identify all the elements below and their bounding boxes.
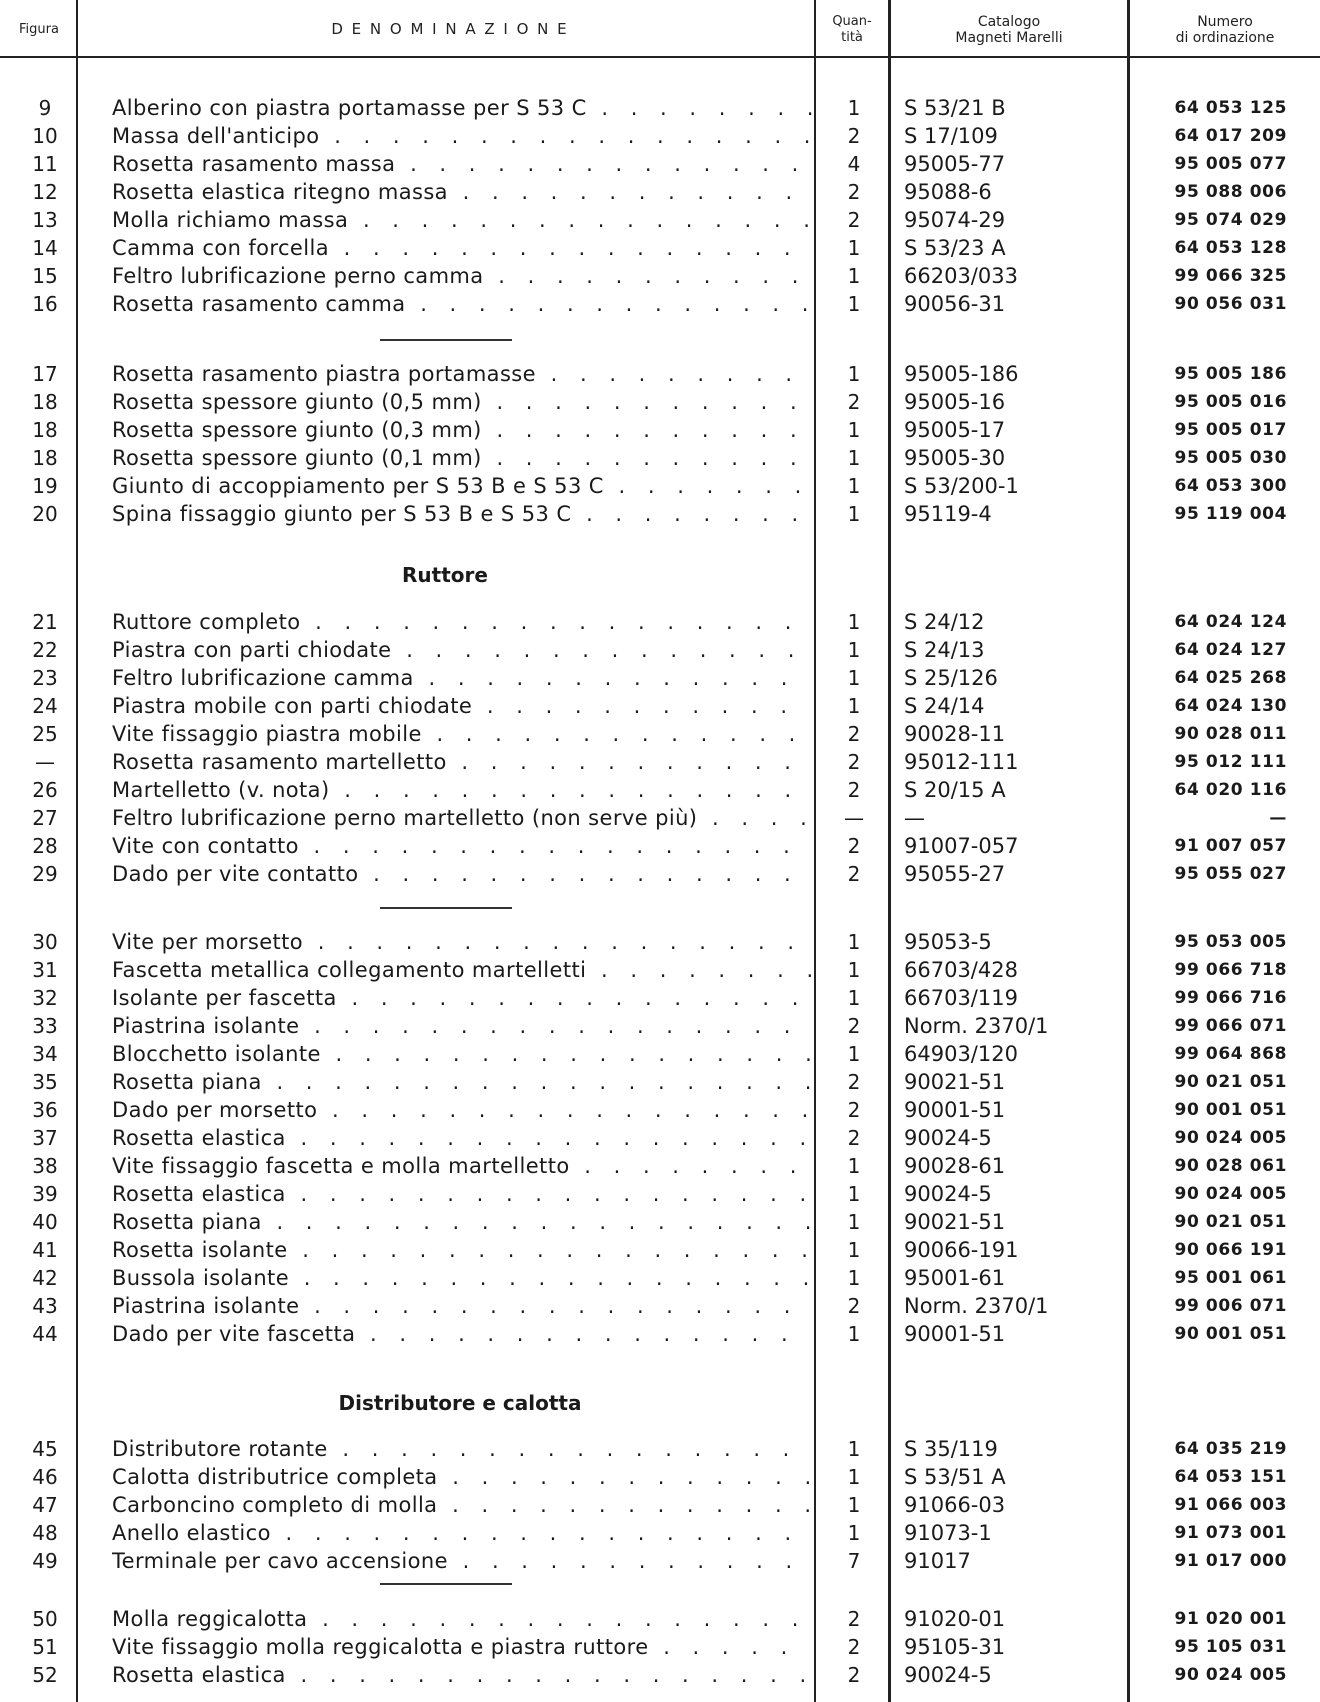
figure-number: 35 [32, 1070, 58, 1094]
order-number: 95 119 004 [1174, 504, 1287, 524]
figure-number: 49 [32, 1549, 58, 1573]
part-description: Rosetta elastica . . . [112, 1180, 812, 1208]
quantity: 1 [847, 1238, 861, 1262]
quantity: 1 [847, 502, 861, 526]
table-row [0, 1124, 1320, 1152]
figure-number: 14 [32, 236, 58, 260]
quantity: 2 [847, 124, 861, 148]
quantity: 1 [847, 1182, 861, 1206]
figure-number: 43 [32, 1294, 58, 1318]
figure-number: 25 [32, 722, 58, 746]
figure-number: 46 [32, 1465, 58, 1489]
catalog-code: S 25/126 [904, 666, 998, 690]
header-quantita-line1: Quan- [832, 14, 872, 29]
catalog-code: 90021-51 [904, 1210, 1006, 1234]
section-title: Ruttore [402, 563, 488, 587]
figure-number: 37 [32, 1126, 58, 1150]
part-description: Bussola isolante . . . [112, 1264, 812, 1292]
catalog-code: S 35/119 [904, 1437, 998, 1461]
order-number: 95 005 017 [1174, 420, 1287, 440]
order-number: 91 007 057 [1174, 836, 1287, 856]
order-number: 90 028 061 [1174, 1156, 1287, 1176]
order-number: 90 021 051 [1174, 1072, 1287, 1092]
part-description: Vite fissaggio molla reggicalotta e piastra ruttore . . . [112, 1633, 812, 1661]
figure-number: — [35, 750, 55, 774]
order-number: 64 024 127 [1174, 640, 1287, 660]
figure-number: 26 [32, 778, 58, 802]
catalog-code: 95105-31 [904, 1635, 1006, 1659]
catalog-code: 95053-5 [904, 930, 992, 954]
quantity: 1 [847, 96, 861, 120]
part-description: Anello elastico . . . [112, 1519, 812, 1547]
order-number: 95 005 077 [1174, 154, 1287, 174]
part-description: Rosetta rasamento camma . . . [112, 290, 812, 318]
quantity: 1 [847, 610, 861, 634]
quantity: 1 [847, 958, 861, 982]
figure-number: 21 [32, 610, 58, 634]
order-number: 95 005 030 [1174, 448, 1287, 468]
part-description: Carboncino completo di molla . . . [112, 1491, 812, 1519]
part-description: Rosetta rasamento massa . . . [112, 150, 812, 178]
part-description: Vite fissaggio piastra mobile . . . [112, 720, 812, 748]
figure-number: 20 [32, 502, 58, 526]
figure-number: 48 [32, 1521, 58, 1545]
quantity: 7 [847, 1549, 861, 1573]
catalog-code: S 24/14 [904, 694, 985, 718]
part-description: Piastra con parti chiodate . . . [112, 636, 812, 664]
catalog-code: 95001-61 [904, 1266, 1006, 1290]
part-description: Ruttore completo . . . [112, 608, 812, 636]
quantity: 2 [847, 1663, 861, 1687]
catalog-code: S 24/13 [904, 638, 985, 662]
catalog-code: 91020-01 [904, 1607, 1006, 1631]
quantity: 2 [847, 834, 861, 858]
table-row [0, 1633, 1320, 1661]
catalog-code: 95119-4 [904, 502, 992, 526]
part-description: Rosetta elastica ritegno massa . . . [112, 178, 812, 206]
quantity: 1 [847, 638, 861, 662]
part-description: Piastra mobile con parti chiodate . . . [112, 692, 812, 720]
figure-number: 11 [32, 152, 58, 176]
catalog-code: S 53/23 A [904, 236, 1006, 260]
order-number: 64 053 151 [1174, 1467, 1287, 1487]
order-number: 90 001 051 [1174, 1100, 1287, 1120]
table-row [0, 122, 1320, 150]
figure-number: 28 [32, 834, 58, 858]
figure-number: 50 [32, 1607, 58, 1631]
catalog-code: 90066-191 [904, 1238, 1019, 1262]
figure-number: 30 [32, 930, 58, 954]
table-row [0, 748, 1320, 776]
order-number: 99 066 718 [1174, 960, 1287, 980]
table-row [0, 608, 1320, 636]
quantity: 2 [847, 750, 861, 774]
catalog-code: 90056-31 [904, 292, 1006, 316]
table-row [0, 1040, 1320, 1068]
quantity: 2 [847, 1070, 861, 1094]
part-description: Piastrina isolante . . . [112, 1292, 812, 1320]
quantity: 2 [847, 1635, 861, 1659]
order-number: 99 066 325 [1174, 266, 1287, 286]
part-description: Dado per vite fascetta . . . [112, 1320, 812, 1348]
quantity: — [844, 806, 864, 830]
quantity: 2 [847, 1014, 861, 1038]
quantity: 1 [847, 264, 861, 288]
order-number: 64 035 219 [1174, 1439, 1287, 1459]
table-row [0, 1519, 1320, 1547]
catalog-code: Norm. 2370/1 [904, 1294, 1049, 1318]
catalog-code: 91007-057 [904, 834, 1019, 858]
table-row [0, 1435, 1320, 1463]
header-numero-line2: di ordinazione [1175, 30, 1275, 46]
catalog-code: 95005-186 [904, 362, 1019, 386]
order-number: 95 001 061 [1174, 1268, 1287, 1288]
table-row [0, 262, 1320, 290]
header-quantita [818, 14, 886, 46]
table-row [0, 1547, 1320, 1575]
catalog-code: 91073-1 [904, 1521, 992, 1545]
order-number: 99 066 716 [1174, 988, 1287, 1008]
catalog-code: S 53/200-1 [904, 474, 1019, 498]
part-description: Rosetta spessore giunto (0,1 mm) . . . [112, 444, 812, 472]
part-description: Molla reggicalotta . . . [112, 1605, 812, 1633]
quantity: 1 [847, 236, 861, 260]
catalog-code: 95074-29 [904, 208, 1006, 232]
figure-number: 13 [32, 208, 58, 232]
order-number: 64 017 209 [1174, 126, 1287, 146]
catalog-code: 95005-77 [904, 152, 1006, 176]
table-row [0, 472, 1320, 500]
figure-number: 40 [32, 1210, 58, 1234]
quantity: 1 [847, 986, 861, 1010]
part-description: Vite per morsetto . . . [112, 928, 812, 956]
figure-number: 32 [32, 986, 58, 1010]
quantity: 1 [847, 1322, 861, 1346]
order-number: 90 024 005 [1174, 1128, 1287, 1148]
quantity: 1 [847, 362, 861, 386]
part-description: Terminale per cavo accensione . . . [112, 1547, 812, 1575]
catalog-code: 90024-5 [904, 1182, 992, 1206]
table-row [0, 1491, 1320, 1519]
part-description: Rosetta piana . . . [112, 1208, 812, 1236]
part-description: Alberino con piastra portamasse per S 53 C . . . [112, 94, 812, 122]
catalog-code: 95055-27 [904, 862, 1006, 886]
table-row [0, 150, 1320, 178]
part-description: Piastrina isolante . . . [112, 1012, 812, 1040]
order-number: 90 056 031 [1174, 294, 1287, 314]
catalog-code: 90024-5 [904, 1126, 992, 1150]
catalog-code: 66703/119 [904, 986, 1018, 1010]
catalog-code: 66203/033 [904, 264, 1018, 288]
part-description: Giunto di accoppiamento per S 53 B e S 53 C . . . [112, 472, 812, 500]
order-number: 64 024 124 [1174, 612, 1287, 632]
quantity: 4 [847, 152, 861, 176]
figure-number: 33 [32, 1014, 58, 1038]
catalog-code: 90028-11 [904, 722, 1006, 746]
table-row [0, 776, 1320, 804]
quantity: 2 [847, 862, 861, 886]
order-number: 99 064 868 [1174, 1044, 1287, 1064]
table-row [0, 1292, 1320, 1320]
order-number: 91 017 000 [1174, 1551, 1287, 1571]
section-separator [380, 339, 512, 341]
order-number: 95 012 111 [1174, 752, 1287, 772]
quantity: 2 [847, 778, 861, 802]
part-description: Distributore rotante . . . [112, 1435, 812, 1463]
table-row [0, 928, 1320, 956]
figure-number: 12 [32, 180, 58, 204]
table-row [0, 832, 1320, 860]
order-number: 95 005 186 [1174, 364, 1287, 384]
part-description: Calotta distributrice completa . . . [112, 1463, 812, 1491]
catalog-code: 95088-6 [904, 180, 992, 204]
part-description: Camma con forcella . . . [112, 234, 812, 262]
catalog-code: 90024-5 [904, 1663, 992, 1687]
table-row [0, 984, 1320, 1012]
table-row [0, 1463, 1320, 1491]
header-catalogo-line2: Magneti Marelli [955, 30, 1063, 46]
order-number: 90 066 191 [1174, 1240, 1287, 1260]
figure-number: 47 [32, 1493, 58, 1517]
figure-number: 41 [32, 1238, 58, 1262]
table-row [0, 664, 1320, 692]
quantity: 1 [847, 1154, 861, 1178]
order-number: 90 001 051 [1174, 1324, 1287, 1344]
figure-number: 39 [32, 1182, 58, 1206]
figure-number: 45 [32, 1437, 58, 1461]
order-number: 90 024 005 [1174, 1184, 1287, 1204]
table-row [0, 94, 1320, 122]
figure-number: 17 [32, 362, 58, 386]
figure-number: 10 [32, 124, 58, 148]
order-number: 64 020 116 [1174, 780, 1287, 800]
part-description: Blocchetto isolante . . . [112, 1040, 812, 1068]
figure-number: 31 [32, 958, 58, 982]
catalog-code: 90021-51 [904, 1070, 1006, 1094]
quantity: 1 [847, 1210, 861, 1234]
table-row [0, 1320, 1320, 1348]
figure-number: 18 [32, 446, 58, 470]
table-row [0, 1096, 1320, 1124]
figure-number: 42 [32, 1266, 58, 1290]
order-number: — [1269, 808, 1287, 828]
part-description: Rosetta isolante . . . [112, 1236, 812, 1264]
part-description: Rosetta spessore giunto (0,5 mm) . . . [112, 388, 812, 416]
order-number: 90 024 005 [1174, 1665, 1287, 1685]
catalog-code: 95005-30 [904, 446, 1006, 470]
catalog-code: 95005-16 [904, 390, 1006, 414]
part-description: Vite con contatto . . . [112, 832, 812, 860]
part-description: Rosetta elastica . . . [112, 1661, 812, 1689]
header-catalogo-line1: Catalogo [977, 14, 1041, 30]
catalog-code: 91066-03 [904, 1493, 1006, 1517]
table-row [0, 692, 1320, 720]
catalog-code: 91017 [904, 1549, 971, 1573]
order-number: 99 066 071 [1174, 1016, 1287, 1036]
order-number: 91 020 001 [1174, 1609, 1287, 1629]
figure-number: 38 [32, 1154, 58, 1178]
part-description: Vite fissaggio fascetta e molla martelletto . . . [112, 1152, 812, 1180]
catalog-code: S 24/12 [904, 610, 985, 634]
table-row [0, 1264, 1320, 1292]
order-number: 64 053 300 [1174, 476, 1287, 496]
figure-number: 36 [32, 1098, 58, 1122]
catalog-code: S 20/15 A [904, 778, 1006, 802]
part-description: Dado per morsetto . . . [112, 1096, 812, 1124]
order-number: 95 053 005 [1174, 932, 1287, 952]
quantity: 2 [847, 722, 861, 746]
order-number: 64 025 268 [1174, 668, 1287, 688]
table-row [0, 860, 1320, 888]
header-figura: Figura [19, 22, 59, 37]
figure-number: 16 [32, 292, 58, 316]
part-description: Feltro lubrificazione camma . . . [112, 664, 812, 692]
figure-number: 22 [32, 638, 58, 662]
part-description: Feltro lubrificazione perno martelletto (non serve più) . . . [112, 804, 812, 832]
table-row [0, 1208, 1320, 1236]
quantity: 2 [847, 1126, 861, 1150]
part-description: Isolante per fascetta . . . [112, 984, 812, 1012]
order-number: 91 066 003 [1174, 1495, 1287, 1515]
table-row [0, 416, 1320, 444]
figure-number: 24 [32, 694, 58, 718]
part-description: Molla richiamo massa . . . [112, 206, 812, 234]
catalog-code: 64903/120 [904, 1042, 1018, 1066]
quantity: 1 [847, 292, 861, 316]
table-row [0, 1236, 1320, 1264]
order-number: 90 021 051 [1174, 1212, 1287, 1232]
quantity: 2 [847, 1294, 861, 1318]
quantity: 1 [847, 1521, 861, 1545]
order-number: 91 073 001 [1174, 1523, 1287, 1543]
part-description: Fascetta metallica collegamento martelletti . . . [112, 956, 812, 984]
quantity: 1 [847, 1042, 861, 1066]
header-denominazione: D E N O M I N A Z I O N E [331, 20, 569, 38]
table-row [0, 234, 1320, 262]
figure-number: 29 [32, 862, 58, 886]
order-number: 64 024 130 [1174, 696, 1287, 716]
catalog-code: — [904, 806, 925, 830]
catalog-code: 95012-111 [904, 750, 1019, 774]
quantity: 1 [847, 1493, 861, 1517]
catalog-code: 95005-17 [904, 418, 1006, 442]
table-row [0, 290, 1320, 318]
table-row [0, 720, 1320, 748]
quantity: 1 [847, 666, 861, 690]
part-description: Massa dell'anticipo . . . [112, 122, 812, 150]
order-number: 95 088 006 [1174, 182, 1287, 202]
figure-number: 18 [32, 390, 58, 414]
quantity: 1 [847, 1266, 861, 1290]
section-title: Distributore e calotta [338, 1391, 582, 1415]
header-quantita-line2: tità [841, 30, 863, 45]
quantity: 1 [847, 446, 861, 470]
order-number: 95 074 029 [1174, 210, 1287, 230]
part-description: Feltro lubrificazione perno camma . . . [112, 262, 812, 290]
figure-number: 18 [32, 418, 58, 442]
catalog-code: S 53/21 B [904, 96, 1006, 120]
part-description: Martelletto (v. nota) . . . [112, 776, 812, 804]
table-row [0, 1152, 1320, 1180]
quantity: 2 [847, 208, 861, 232]
figure-number: 15 [32, 264, 58, 288]
table-row [0, 804, 1320, 832]
table-row [0, 360, 1320, 388]
part-description: Rosetta piana . . . [112, 1068, 812, 1096]
figure-number: 34 [32, 1042, 58, 1066]
catalog-code: 90001-51 [904, 1322, 1006, 1346]
table-row [0, 1180, 1320, 1208]
table-row [0, 388, 1320, 416]
table-row [0, 1012, 1320, 1040]
part-description: Rosetta rasamento piastra portamasse . . . [112, 360, 812, 388]
catalog-code: Norm. 2370/1 [904, 1014, 1049, 1038]
part-description: Spina fissaggio giunto per S 53 B e S 53 C . . . [112, 500, 812, 528]
order-number: 90 028 011 [1174, 724, 1287, 744]
quantity: 1 [847, 418, 861, 442]
order-number: 95 105 031 [1174, 1637, 1287, 1657]
table-row [0, 178, 1320, 206]
table-row [0, 1605, 1320, 1633]
figure-number: 9 [38, 96, 52, 120]
quantity: 2 [847, 390, 861, 414]
quantity: 1 [847, 474, 861, 498]
table-row [0, 1661, 1320, 1689]
figure-number: 44 [32, 1322, 58, 1346]
quantity: 1 [847, 930, 861, 954]
catalog-code: 66703/428 [904, 958, 1018, 982]
part-description: Rosetta rasamento martelletto . . . [112, 748, 812, 776]
catalog-code: S 17/109 [904, 124, 998, 148]
part-description: Rosetta elastica . . . [112, 1124, 812, 1152]
table-row [0, 956, 1320, 984]
header-catalogo [893, 14, 1125, 46]
table-row [0, 1068, 1320, 1096]
order-number: 64 053 125 [1174, 98, 1287, 118]
table-row [0, 206, 1320, 234]
section-separator [380, 907, 512, 909]
quantity: 2 [847, 180, 861, 204]
catalog-code: S 53/51 A [904, 1465, 1006, 1489]
figure-number: 23 [32, 666, 58, 690]
part-description: Rosetta spessore giunto (0,3 mm) . . . [112, 416, 812, 444]
figure-number: 27 [32, 806, 58, 830]
quantity: 1 [847, 1465, 861, 1489]
header-numero-line1: Numero [1197, 14, 1253, 30]
figure-number: 51 [32, 1635, 58, 1659]
order-number: 95 055 027 [1174, 864, 1287, 884]
table-row [0, 500, 1320, 528]
catalog-code: 90028-61 [904, 1154, 1006, 1178]
order-number: 64 053 128 [1174, 238, 1287, 258]
quantity: 1 [847, 694, 861, 718]
quantity: 2 [847, 1098, 861, 1122]
part-description: Dado per vite contatto . . . [112, 860, 812, 888]
quantity: 1 [847, 1437, 861, 1461]
figure-number: 19 [32, 474, 58, 498]
header-rule [0, 56, 1320, 58]
header-numero [1132, 14, 1318, 46]
catalog-code: 90001-51 [904, 1098, 1006, 1122]
table-row [0, 636, 1320, 664]
quantity: 2 [847, 1607, 861, 1631]
figure-number: 52 [32, 1663, 58, 1687]
table-row [0, 444, 1320, 472]
order-number: 95 005 016 [1174, 392, 1287, 412]
order-number: 99 006 071 [1174, 1296, 1287, 1316]
section-separator [380, 1583, 512, 1585]
